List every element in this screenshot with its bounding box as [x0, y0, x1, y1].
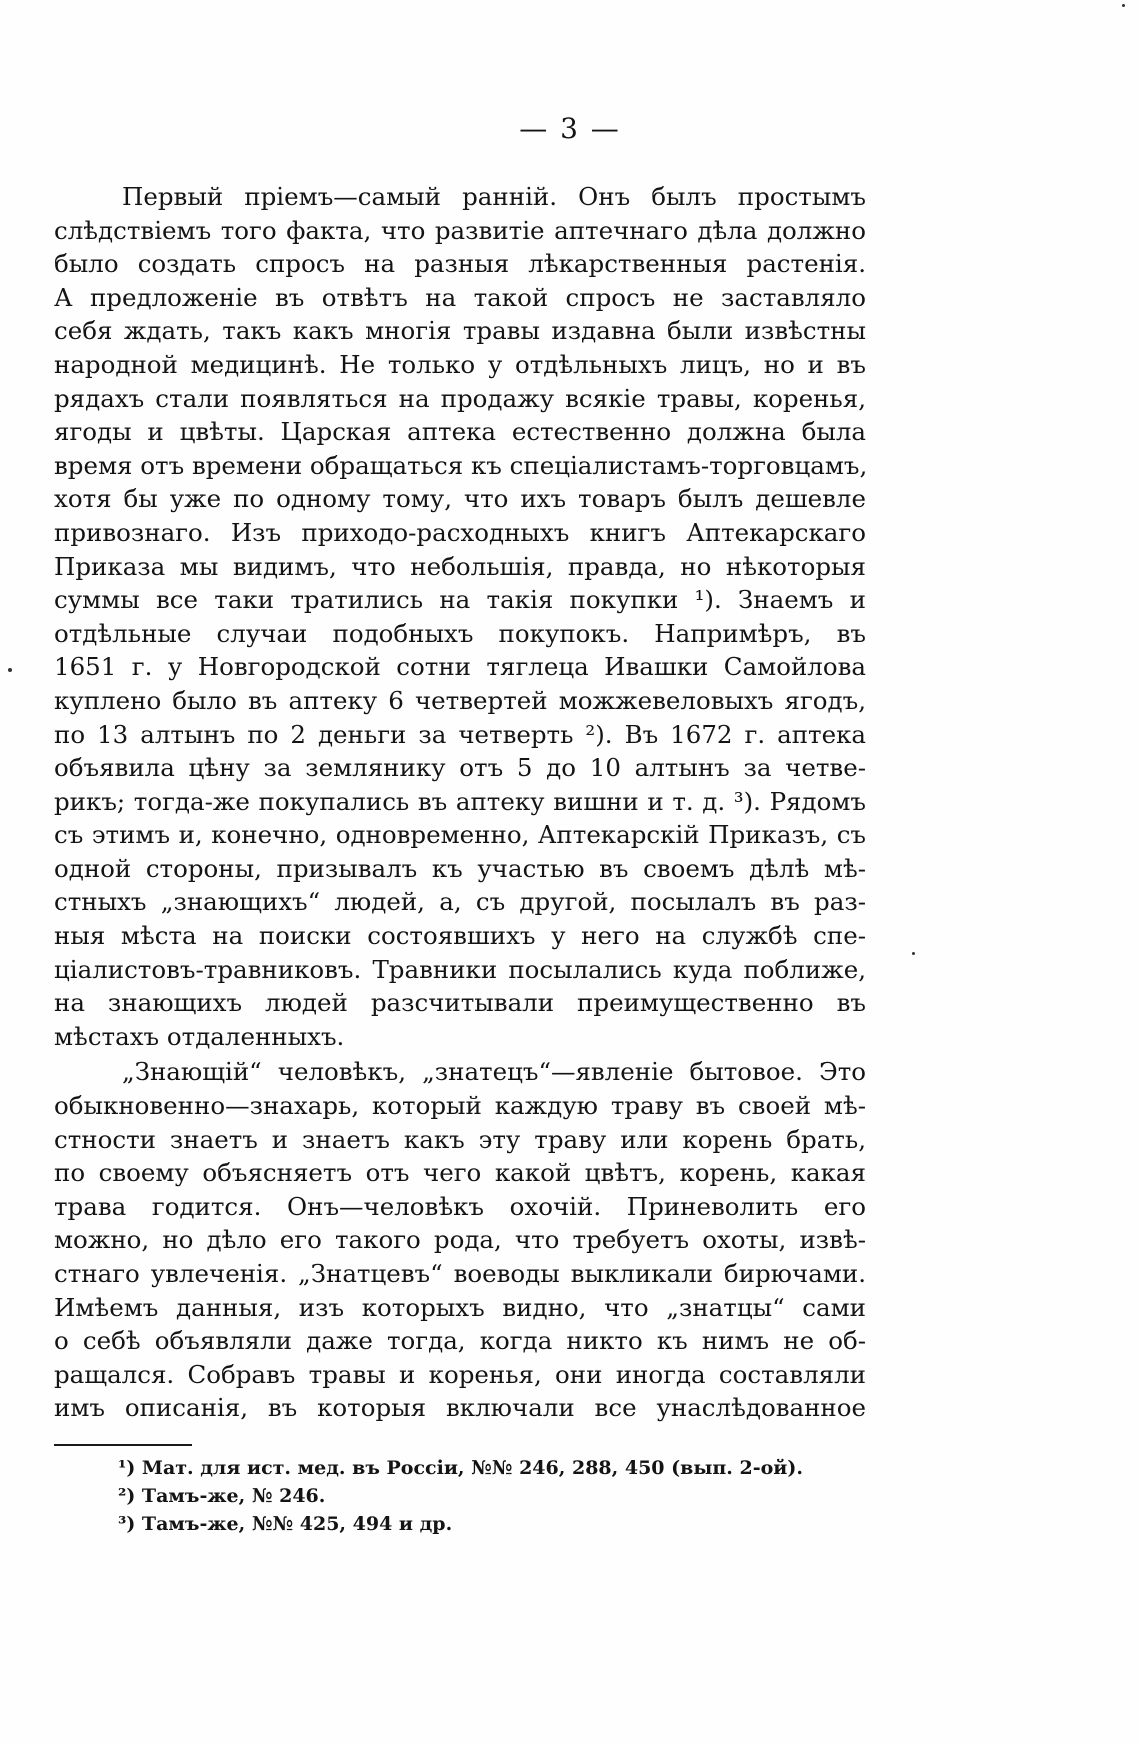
text-line: рикъ; тогда-же покупались въ аптеку вишни и т. д. ³). Рядомъ [54, 786, 866, 816]
text-line: обыкновенно—знахарь, который каждую траву въ своей мѣ- [54, 1091, 866, 1121]
text-line: по 13 алтынъ по 2 деньги за четверть ²). Въ 1672 г. аптека [54, 719, 866, 749]
text-line: трава годится. Онъ—человѣкъ охочій. Приневолить его [54, 1191, 866, 1221]
text-line: имъ описанія, въ которыя включали все унаслѣдованное [54, 1393, 866, 1423]
text-line: „Знающій“ человѣкъ, „знатецъ“—явленіе бытовое. Это [122, 1057, 866, 1087]
scan-speck [1122, 4, 1125, 7]
footnote: ¹) Мат. для ист. мед. въ Россіи, №№ 246, 288, 450 (вып. 2-ой). [118, 1457, 803, 1479]
body-text [54, 180, 866, 1425]
text-line: слѣдствіемъ того факта, что развитіе аптечнаго дѣла должно [54, 215, 866, 245]
text-line: было создать спросъ на разныя лѣкарственныя растенія. [54, 249, 866, 279]
text-line: время отъ времени обращаться къ спеціалистамъ-торговцамъ, [54, 450, 868, 480]
text-line: съ этимъ и, конечно, одновременно, Аптекарскій Приказъ, съ [54, 820, 866, 850]
text-line: Имѣемъ данныя, изъ которыхъ видно, что „знатцы“ сами [54, 1292, 866, 1322]
scan-speck [912, 952, 915, 955]
text-line: о себѣ объявляли даже тогда, когда никто къ нимъ не об- [54, 1326, 866, 1356]
text-line: ныя мѣста на поиски состоявшихъ у него на службѣ спе- [54, 921, 866, 951]
text-line: можно, но дѣло его такого рода, что требуетъ охоты, извѣ- [54, 1225, 866, 1255]
text-line: суммы все таки тратились на такія покупки ¹). Знаемъ и [54, 585, 866, 615]
text-line: рядахъ стали появляться на продажу всякіе травы, коренья, [54, 383, 866, 413]
text-line: куплено было въ аптеку 6 четвертей можжевеловыхъ ягодъ, [54, 685, 866, 715]
footnotes [118, 1454, 878, 1538]
text-line: ращался. Собравъ травы и коренья, они иногда составляли [54, 1359, 866, 1389]
text-line: Первый пріемъ—самый ранній. Онъ былъ простымъ [122, 182, 866, 211]
text-line: себя ждать, такъ какъ многія травы издавна были извѣстны [54, 316, 866, 346]
text-line: народной медицинѣ. Не только у отдѣльныхъ лицъ, но и въ [54, 349, 866, 379]
text-line: по своему объясняетъ отъ чего какой цвѣтъ, корень, какая [54, 1158, 866, 1188]
text-line: стнаго увлеченія. „Знатцевъ“ воеводы выкликали бирючами. [54, 1259, 866, 1288]
text-line: привознаго. Изъ приходо-расходныхъ книгъ Аптекарскаго [54, 517, 866, 547]
text-line: стныхъ „знающихъ“ людей, а, съ другой, посылалъ въ раз- [54, 887, 866, 917]
text-line: мѣстахъ отдаленныхъ. [54, 1021, 345, 1051]
footnote-rule [54, 1444, 192, 1446]
text-line: на знающихъ людей разсчитывали преимущественно въ [54, 988, 866, 1018]
scan-speck [8, 668, 12, 672]
text-line: хотя бы уже по одному тому, что ихъ товаръ былъ дешевле [54, 484, 866, 514]
text-line: стности знаетъ и знаетъ какъ эту траву или корень брать, [54, 1124, 866, 1154]
text-line: А предложеніе въ отвѣтъ на такой спросъ не заставляло [54, 282, 866, 312]
page-number: — 3 — [519, 112, 621, 145]
footnote: ²) Тамъ-же, № 246. [118, 1485, 326, 1507]
text-line: объявила цѣну за землянику отъ 5 до 10 алтынъ за четве- [54, 753, 866, 783]
text-line: 1651 г. у Новгородской сотни тяглеца Ивашки Самойлова [54, 652, 866, 682]
text-line: ціалистовъ-травниковъ. Травники посылались куда поближе, [54, 954, 866, 984]
text-line: Приказа мы видимъ, что небольшія, правда, но нѣкоторыя [54, 551, 866, 581]
text-line: ягоды и цвѣты. Царская аптека естественно должна была [54, 417, 866, 447]
text-line: одной стороны, призывалъ къ участью въ своемъ дѣлѣ мѣ- [54, 853, 866, 883]
text-line: отдѣльные случаи подобныхъ покупокъ. Напримѣръ, въ [54, 618, 866, 648]
footnote: ³) Тамъ-же, №№ 425, 494 и др. [118, 1513, 453, 1535]
